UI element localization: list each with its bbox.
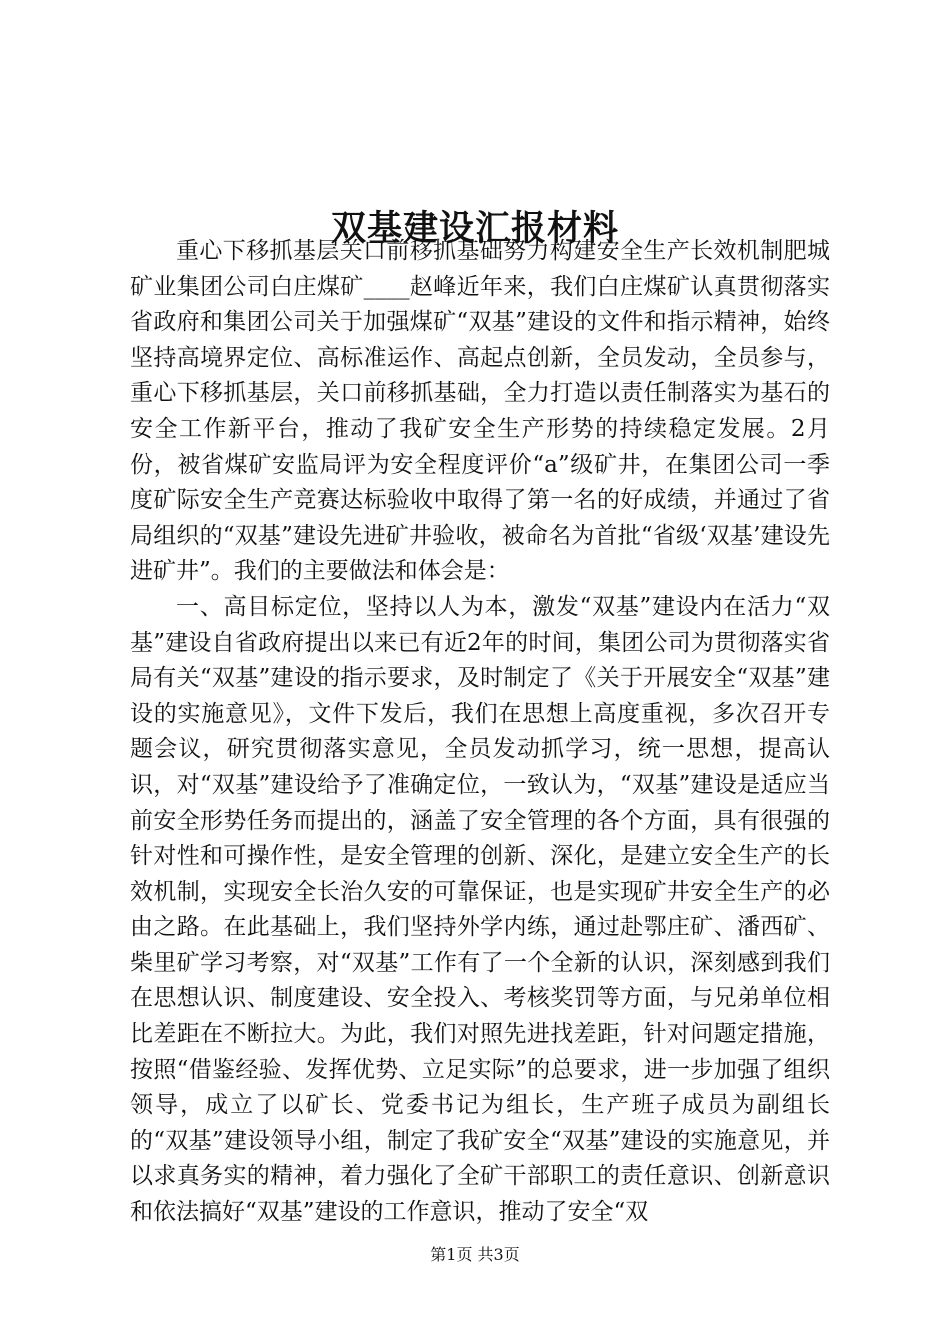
document-body	[130, 234, 830, 1231]
document-title: 双基建设汇报材料	[330, 208, 619, 250]
paragraph-intro: 重心下移抓基层关口前移抓基础努力构建安全生产长效机制肥城矿业集团公司白庄煤矿____赵峰近年来，我们白庄煤矿认真贯彻落实省政府和集团公司关于加强煤矿“双基”建设的文件和指示精神，始终坚持高境界定位、高标准运作、高起点创新，全员发动，全员参与，重心下移抓基层，关口前移抓基础，全力打造以责任制落实为基石的安全工作新平台，推动了我矿安全生产形势的持续稳定发展。2月份，被省煤矿安监局评为安全程度评价“a”级矿井，在集团公司一季度矿际安全生产竞赛达标验收中取得了第一名的好成绩，并通过了省局组织的“双基”建设先进矿井验收，被命名为首批“省级‘双基’建设先进矿井”。我们的主要做法和体会是：	[130, 238, 830, 585]
page-number-indicator: 第1页 共3页	[430, 1245, 520, 1264]
page-footer	[0, 1244, 950, 1266]
paragraph-section-one: 一、高目标定位，坚持以人为本，激发“双基”建设内在活力“双基”建设自省政府提出以来已有近2年的时间，集团公司为贯彻落实省局有关“双基”建设的指示要求，及时制定了《关于开展安全“双基”建设的实施意见》，文件下发后，我们在思想上高度重视，多次召开专题会议，研究贯彻落实意见，全员发动抓学习，统一思想，提高认识，对“双基”建设给予了准确定位，一致认为，“双基”建设是适应当前安全形势任务而提出的，涵盖了安全管理的各个方面，具有很强的针对性和可操作性，是安全管理的创新、深化，是建立安全生产的长效机制，实现安全长治久安的可靠保证，也是实现矿井安全生产的必由之路。在此基础上，我们坚持外学内练，通过赴鄂庄矿、潘西矿、柴里矿学习考察，对“双基”工作有了一个全新的认识，深刻感到我们在思想认识、制度建设、安全投入、考核奖罚等方面，与兄弟单位相比差距在不断拉大。为此，我们对照先进找差距，针对问题定措施，按照“借鉴经验、发挥优势、立足实际”的总要求，进一步加强了组织领导，成立了以矿长、党委书记为组长，生产班子成员为副组长的“双基”建设领导小组，制定了我矿安全“双基”建设的实施意见，并以求真务实的精神，着力强化了全矿干部职工的责任意识、创新意识和依法搞好“双基”建设的工作意识，推动了安全“双	[130, 593, 830, 1226]
